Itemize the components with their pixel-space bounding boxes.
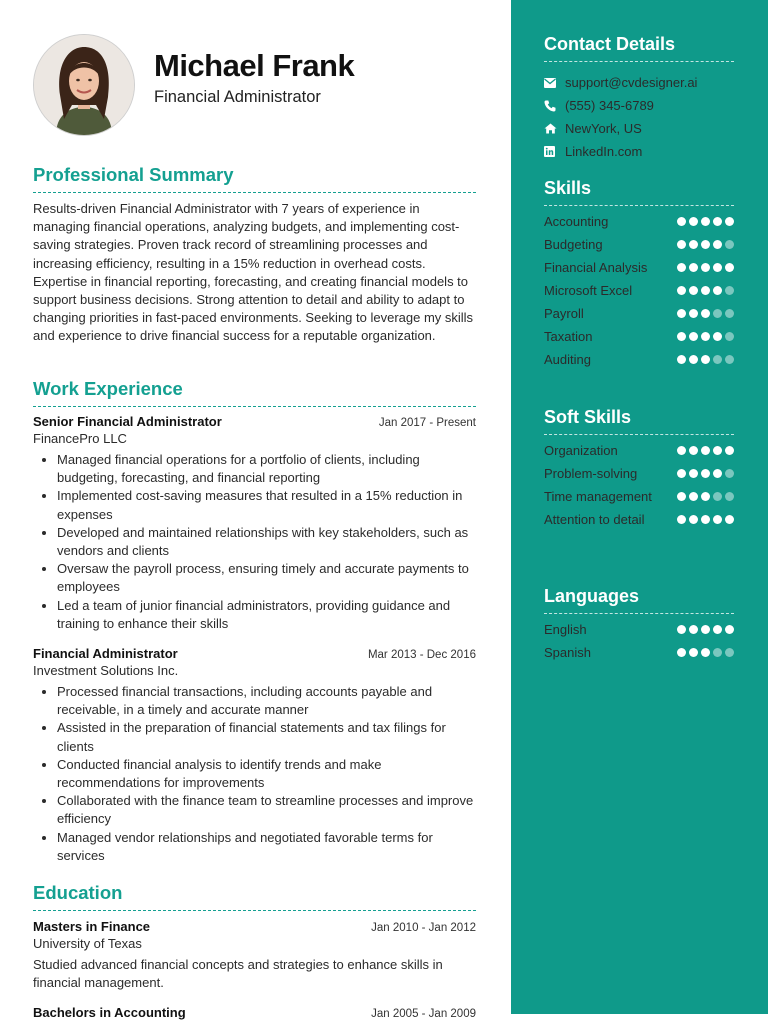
rating-dot-filled	[713, 469, 722, 478]
rating-row	[544, 259, 734, 277]
languages-list	[544, 621, 734, 667]
rating-dot-empty	[725, 240, 734, 249]
job-date: Jan 2017 - Present	[378, 417, 476, 429]
summary-text: Results-driven Financial Administrator with 7 years of experience in managing financial operations, analyzing budgets, and implementing cost-saving strategies. Proven track record of streamlining processes and increasing efficiency, resulting in a 15% reduction in overhead costs. Expertise in financial reporting, forecasting, and creating financial models to support business decisions. Strong attention to detail and ability to adapt to changing priorities in fast-paced environments. Seeking to leverage my skills and experience to drive financial success for a reputable organization.	[33, 201, 474, 344]
experience-heading: Work Experience	[33, 378, 476, 407]
rating-row	[544, 465, 734, 483]
list-item: • Managed vendor relationships and negotiated favorable terms for services	[57, 829, 476, 865]
list-item: • Conducted financial analysis to identify trends and make recommendations for improvements	[57, 756, 476, 792]
rating-dots	[677, 446, 734, 455]
rating-dot-filled	[677, 446, 686, 455]
rating-dot-filled	[677, 332, 686, 341]
rating-dot-filled	[677, 240, 686, 249]
rating-dot-empty	[713, 648, 722, 657]
rating-dot-empty	[713, 355, 722, 364]
rating-label: Budgeting	[544, 237, 603, 252]
education-entry	[33, 1005, 476, 1020]
rating-dot-filled	[677, 469, 686, 478]
job-company: Investment Solutions Inc.	[33, 663, 179, 678]
rating-row	[544, 328, 734, 346]
job-title: Financial Administrator	[33, 646, 178, 661]
rating-dot-filled	[701, 469, 710, 478]
rating-dot-empty	[713, 492, 722, 501]
rating-dot-filled	[689, 648, 698, 657]
job-entry	[33, 646, 476, 865]
rating-dot-filled	[689, 309, 698, 318]
education-heading: Education	[33, 882, 476, 911]
rating-row	[544, 351, 734, 369]
school-name: University of Texas	[33, 936, 142, 951]
contact-linkedin[interactable]	[544, 140, 744, 163]
rating-dot-filled	[701, 240, 710, 249]
list-item: • Assisted in the preparation of financial statements and tax filings for clients	[57, 719, 476, 755]
rating-label: Microsoft Excel	[544, 283, 633, 298]
rating-label: English	[544, 622, 587, 637]
profile-photo	[33, 34, 135, 136]
rating-dot-filled	[713, 286, 722, 295]
rating-dot-filled	[713, 332, 722, 341]
rating-dots	[677, 309, 734, 318]
rating-dots	[677, 492, 734, 501]
rating-dot-filled	[701, 309, 710, 318]
list-item: • Led a team of junior financial administrators, providing guidance and training to enhance their skills	[57, 597, 476, 633]
rating-dots	[677, 286, 734, 295]
rating-label: Financial Analysis	[544, 260, 648, 275]
rating-dots	[677, 263, 734, 272]
list-item: • Oversaw the payroll process, ensuring timely and accurate payments to employees	[57, 560, 476, 596]
rating-label: Problem-solving	[544, 466, 638, 481]
rating-dot-filled	[689, 625, 698, 634]
contact-text: (555) 345-6789	[565, 98, 654, 113]
linkedin-icon	[544, 146, 565, 157]
rating-dot-filled	[713, 625, 722, 634]
rating-dot-filled	[701, 286, 710, 295]
rating-dot-empty	[725, 332, 734, 341]
rating-dots	[677, 217, 734, 226]
contact-location	[544, 117, 744, 140]
rating-row	[544, 442, 734, 460]
rating-dot-empty	[713, 309, 722, 318]
contact-list	[544, 71, 744, 163]
job-title: Senior Financial Administrator	[33, 414, 222, 429]
rating-dot-empty	[725, 492, 734, 501]
rating-dot-filled	[713, 217, 722, 226]
rating-dot-filled	[725, 263, 734, 272]
rating-dot-filled	[725, 515, 734, 524]
education-date: Jan 2010 - Jan 2012	[371, 922, 476, 934]
rating-dot-filled	[677, 355, 686, 364]
rating-label: Spanish	[544, 645, 591, 660]
rating-label: Auditing	[544, 352, 591, 367]
languages-heading: Languages	[544, 586, 734, 614]
rating-dot-filled	[713, 240, 722, 249]
rating-dot-filled	[677, 648, 686, 657]
education-entry	[33, 919, 476, 992]
job-bullets	[33, 451, 476, 633]
rating-dot-filled	[689, 446, 698, 455]
rating-label: Taxation	[544, 329, 593, 344]
candidate-name: Michael Frank	[154, 48, 355, 83]
rating-dot-filled	[677, 263, 686, 272]
soft-skills-heading: Soft Skills	[544, 407, 734, 435]
rating-dot-filled	[725, 446, 734, 455]
rating-dot-filled	[713, 446, 722, 455]
rating-dot-filled	[689, 332, 698, 341]
rating-dot-filled	[701, 446, 710, 455]
rating-dot-filled	[713, 515, 722, 524]
skills-heading: Skills	[544, 178, 734, 206]
rating-row	[544, 213, 734, 231]
mail-icon	[544, 78, 565, 88]
list-item: • Developed and maintained relationships with key stakeholders, such as vendors and clients	[57, 524, 476, 560]
rating-dot-filled	[725, 217, 734, 226]
rating-dot-filled	[689, 217, 698, 226]
rating-dots	[677, 515, 734, 524]
rating-dot-filled	[701, 625, 710, 634]
rating-dot-filled	[701, 355, 710, 364]
rating-dot-filled	[701, 648, 710, 657]
rating-dots	[677, 469, 734, 478]
education-date: Jan 2005 - Jan 2009	[371, 1008, 476, 1020]
rating-dot-empty	[725, 286, 734, 295]
home-icon	[544, 123, 565, 134]
rating-dot-filled	[677, 625, 686, 634]
rating-dot-empty	[725, 469, 734, 478]
rating-dot-filled	[677, 286, 686, 295]
job-entry	[33, 414, 476, 633]
rating-dot-filled	[689, 286, 698, 295]
rating-dot-filled	[713, 263, 722, 272]
rating-dot-filled	[677, 515, 686, 524]
rating-dot-filled	[701, 263, 710, 272]
contact-phone[interactable]	[544, 94, 744, 117]
skills-list	[544, 213, 734, 374]
candidate-title: Financial Administrator	[154, 88, 321, 106]
rating-dot-empty	[725, 648, 734, 657]
rating-dot-empty	[725, 309, 734, 318]
degree-title: Bachelors in Accounting	[33, 1005, 186, 1020]
rating-label: Organization	[544, 443, 618, 458]
summary-heading: Professional Summary	[33, 164, 476, 193]
rating-dot-filled	[677, 217, 686, 226]
job-company: FinancePro LLC	[33, 431, 127, 446]
rating-dots	[677, 648, 734, 657]
rating-dot-filled	[689, 492, 698, 501]
job-date: Mar 2013 - Dec 2016	[367, 649, 476, 661]
phone-icon	[544, 100, 565, 112]
rating-row	[544, 488, 734, 506]
rating-row	[544, 621, 734, 639]
rating-row	[544, 305, 734, 323]
contact-email[interactable]	[544, 71, 744, 94]
rating-label: Attention to detail	[544, 512, 645, 527]
rating-row	[544, 644, 734, 662]
job-bullets	[33, 683, 476, 865]
rating-dot-filled	[701, 515, 710, 524]
list-item: • Collaborated with the finance team to streamline processes and improve efficiency	[57, 792, 476, 828]
contact-text: NewYork, US	[565, 121, 642, 136]
rating-dots	[677, 355, 734, 364]
rating-dot-filled	[689, 355, 698, 364]
rating-dot-empty	[725, 355, 734, 364]
rating-label: Accounting	[544, 214, 609, 229]
rating-row	[544, 236, 734, 254]
rating-label: Time management	[544, 489, 652, 504]
contact-text: support@cvdesigner.ai	[565, 75, 698, 90]
list-item: • Processed financial transactions, including accounts payable and receivable, in a timely and accurate manner	[57, 683, 476, 719]
rating-dot-filled	[677, 492, 686, 501]
rating-dot-filled	[689, 240, 698, 249]
rating-dot-filled	[701, 332, 710, 341]
rating-dot-filled	[689, 515, 698, 524]
list-item: • Managed financial operations for a portfolio of clients, including budgeting, forecasting, and financial reporting	[57, 451, 476, 487]
rating-dot-filled	[701, 217, 710, 226]
contact-text: LinkedIn.com	[565, 144, 643, 159]
education-description: Studied advanced financial concepts and strategies to enhance skills in financial management.	[33, 957, 443, 991]
rating-dots	[677, 332, 734, 341]
list-item: • Implemented cost-saving measures that resulted in a 15% reduction in expenses	[57, 487, 476, 523]
rating-dots	[677, 240, 734, 249]
rating-row	[544, 282, 734, 300]
rating-label: Payroll	[544, 306, 584, 321]
rating-dot-filled	[689, 469, 698, 478]
degree-title: Masters in Finance	[33, 919, 151, 934]
rating-row	[544, 511, 734, 529]
contact-heading: Contact Details	[544, 34, 734, 62]
rating-dot-filled	[689, 263, 698, 272]
soft-skills-list	[544, 442, 734, 534]
rating-dot-filled	[701, 492, 710, 501]
rating-dot-filled	[725, 625, 734, 634]
rating-dot-filled	[677, 309, 686, 318]
rating-dots	[677, 625, 734, 634]
